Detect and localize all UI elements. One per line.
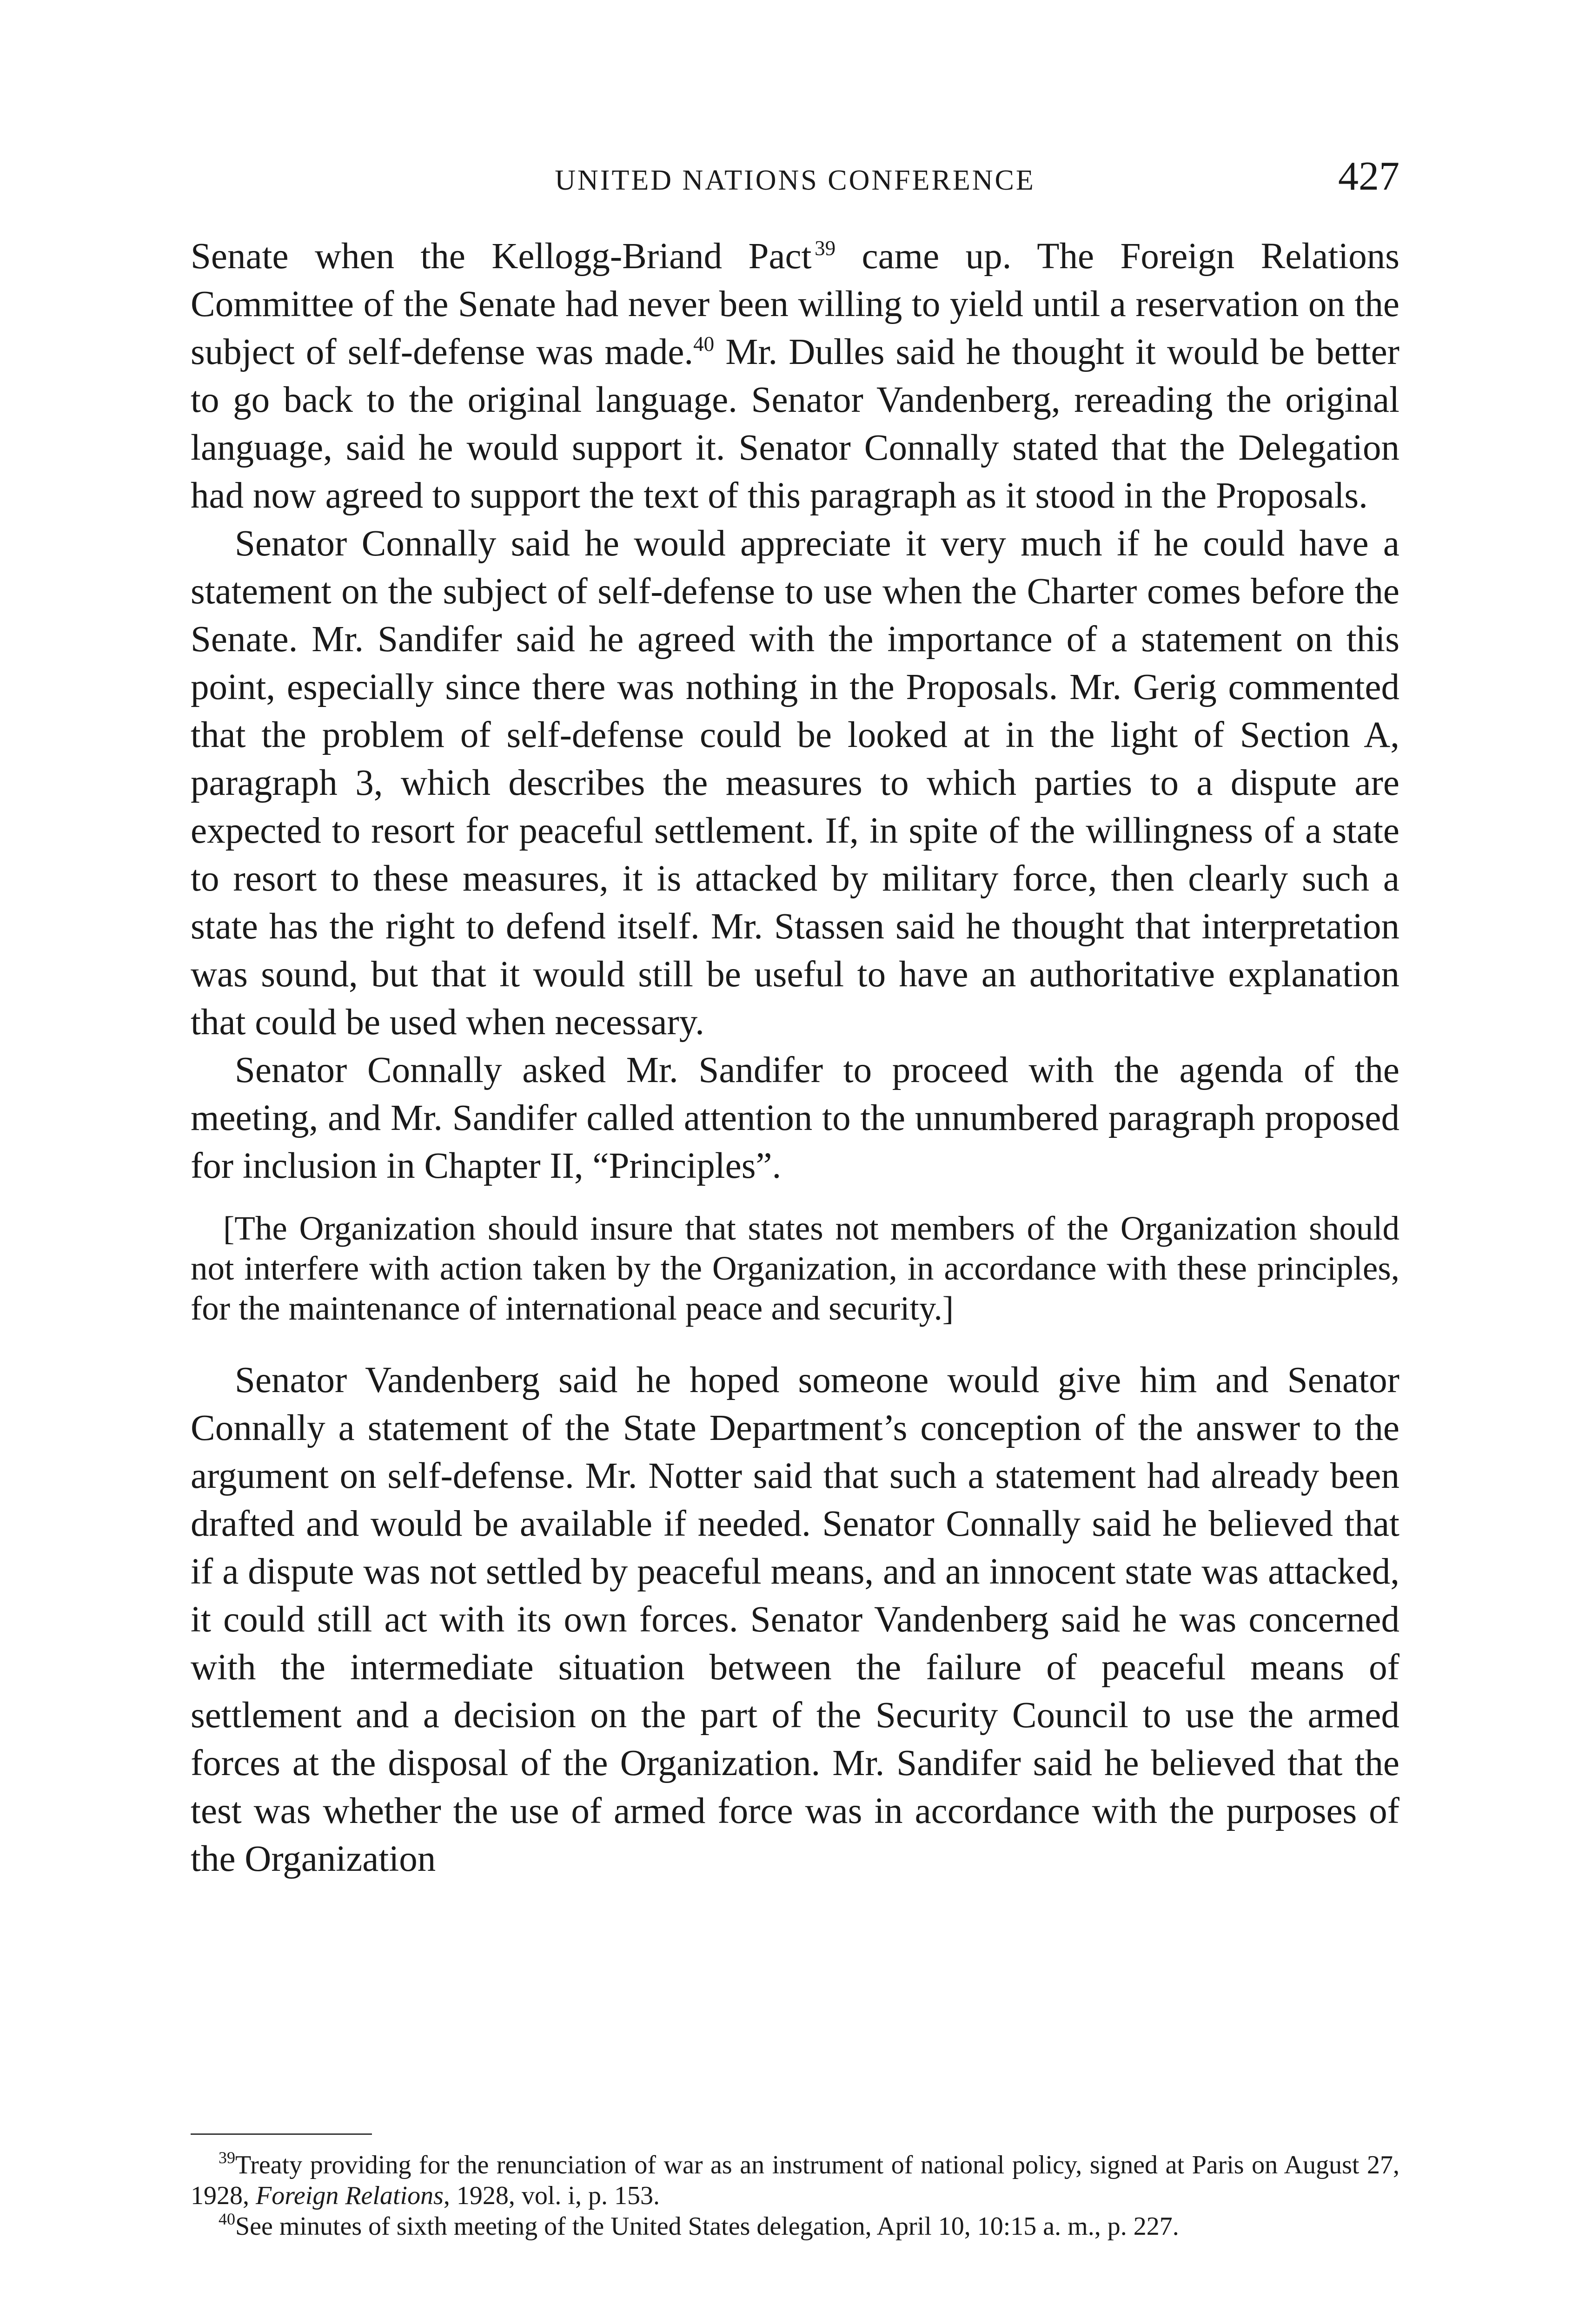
- paragraph-3: Senator Connally asked Mr. Sandifer to proceed with the agenda of the meeting, and Mr. Sandifer called attention to the unnumbered paragraph proposed for inclusion in Chapter II, “Principles”.: [191, 1050, 1399, 1186]
- footnote-39-italic: Foreign Relations: [256, 2181, 444, 2210]
- footnote-ref-39: 39: [815, 237, 836, 260]
- page-header: [191, 156, 1399, 207]
- footnote-divider: [191, 2133, 372, 2135]
- page-number: 427: [1338, 154, 1399, 199]
- body-text: [191, 232, 1399, 1883]
- footnote-40-text: See minutes of sixth meeting of the United States delegation, April 10, 10:15 a. m., p. 227.: [235, 2212, 1179, 2241]
- paragraph-4: Senator Vandenberg said he hoped someone would give him and Senator Connally a statement of the State Department’s conception of the answer to the argument on self-defense. Mr. Notter said that such a statement had already been drafted and would be available if needed. Senator Connally said he believed that if a dispute was not settled by peaceful means, and an innocent state was attacked, it could still act with its own forces. Senator Vandenberg said he was concerned with the intermediate situation between the failure of peaceful means of settlement and a decision on the part of the Security Council to use the armed forces at the disposal of the Organization. Mr. Sandifer said he believed that the test was whether the use of armed force was in accordance with the purposes of the Organization: [191, 1360, 1399, 1879]
- footnote-39-text-a: Treaty providing for the renunciation of war as an instrument of national policy, signed at Paris on August 27, 1928,: [191, 2151, 1399, 2210]
- footnote-39-text-b: , 1928, vol. i, p. 153.: [443, 2181, 660, 2210]
- paragraph-1-text-b: came up. The Foreign Relations Committee of the Senate had never been willing to yield until a reservation on the subject of self-defense was made.: [191, 236, 1399, 372]
- paragraph-1-text-c: Mr. Dulles said he thought it would be better to go back to the original language. Senator Vandenberg, rereading the original language, said he would support it. Senator Connally stated that the Delegation had now agreed to support the text of this paragraph as it stood in the Proposals.: [191, 332, 1399, 516]
- paragraph-1-text-a: Senate when the Kellogg-Briand Pact: [191, 236, 812, 277]
- footnote-ref-40: 40: [693, 332, 715, 356]
- footnote-39: [191, 2150, 1399, 2211]
- paragraph-1: [191, 232, 1399, 520]
- paragraph-2: Senator Connally said he would appreciate it very much if he could have a statement on the subject of self-defense to use when the Charter comes before the Senate. Mr. Sandifer said he agreed with the importance of a statement on this point, especially since there was nothing in the Proposals. Mr. Gerig commented that the problem of self-defense could be looked at in the light of Section A, paragraph 3, which describes the measures to which parties to a dispute are expected to resort for peaceful settlement. If, in spite of the willingness of a state to resort to these measures, it is attacked by military force, then clearly such a state has the right to defend itself. Mr. Stassen said he thought that interpretation was sound, but that it would still be useful to have an authoritative explanation that could be used when necessary.: [191, 523, 1399, 1043]
- running-head: UNITED NATIONS CONFERENCE: [555, 165, 1035, 196]
- quoted-paragraph: [The Organization should insure that states not members of the Organization should not interfere with action taken by the Organization, in accordance with these principles, for the maintenance of international peace and security.]: [191, 1209, 1399, 1327]
- footnote-40: [191, 2211, 1399, 2242]
- footnotes: [191, 2150, 1399, 2242]
- footnote-39-number: 39: [219, 2148, 235, 2167]
- footnote-40-number: 40: [219, 2210, 235, 2228]
